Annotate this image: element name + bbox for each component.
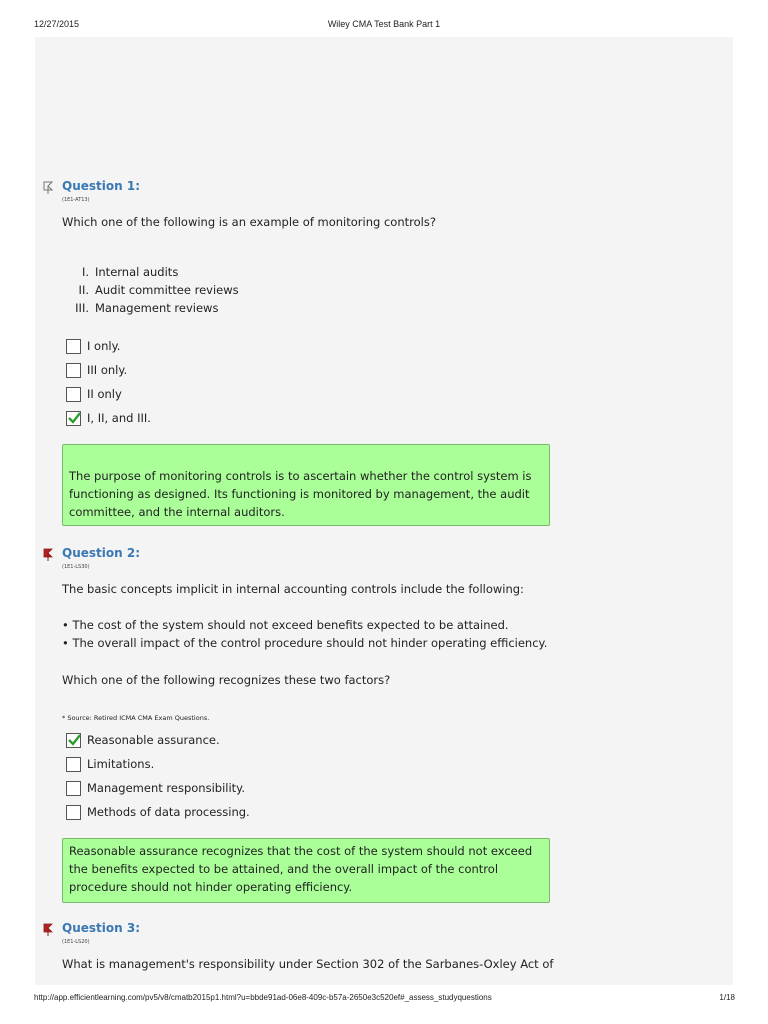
- question-1-list-item: [78, 283, 239, 297]
- checkbox[interactable]: [66, 805, 81, 820]
- question-1-list-item: [75, 301, 219, 315]
- question-2-prompt: The basic concepts implicit in internal accounting controls include the following:: [62, 582, 524, 596]
- option-label: Methods of data processing.: [87, 805, 250, 819]
- question-1-list-item: [81, 265, 179, 279]
- flag-red-icon[interactable]: [43, 547, 53, 561]
- checkbox-checked[interactable]: [66, 733, 81, 748]
- question-2-prompt-2: Which one of the following recognizes these two factors?: [62, 673, 391, 687]
- flag-outline-icon[interactable]: [43, 180, 53, 194]
- question-2-bullet: • The cost of the system should not exceed benefits expected to be attained.: [62, 618, 509, 632]
- question-2-bullet: • The overall impact of the control procedure should not hinder operating efficiency.: [62, 636, 548, 650]
- checkbox[interactable]: [66, 757, 81, 772]
- question-1-prompt: Which one of the following is an example of monitoring controls?: [62, 215, 436, 229]
- checkbox[interactable]: [66, 363, 81, 378]
- question-1-code: (1E1-AT13): [62, 197, 90, 203]
- print-url: http://app.efficientlearning.com/pv5/v8/cmatb2015p1.html?u=bbde91ad-06e8-409c-b57a-2650e3c520ef#_assess_studyquestions: [34, 993, 492, 1002]
- question-1-title: Question 1:: [62, 179, 140, 193]
- checkbox[interactable]: [66, 339, 81, 354]
- list-number: II.: [78, 283, 89, 297]
- checkbox[interactable]: [66, 781, 81, 796]
- option-label: Reasonable assurance.: [87, 733, 220, 747]
- option-label: Limitations.: [87, 757, 155, 771]
- checkmark-icon: [67, 733, 82, 748]
- question-3-code: (1E1-LS20): [62, 939, 90, 945]
- option-label: III only.: [87, 363, 128, 377]
- checkbox[interactable]: [66, 387, 81, 402]
- print-header: [0, 0, 768, 36]
- option-label: I only.: [87, 339, 121, 353]
- question-3-title: Question 3:: [62, 921, 140, 935]
- checkmark-icon: [67, 411, 82, 426]
- print-page-number: 1/18: [719, 993, 735, 1002]
- list-text: Management reviews: [95, 301, 219, 315]
- option-label: Management responsibility.: [87, 781, 245, 795]
- option-label: II only: [87, 387, 122, 401]
- question-2-explanation: Reasonable assurance recognizes that the cost of the system should not exceed the benefits expected to be attained, and the overall impact of the control procedure should not hinder operating efficiency.: [62, 838, 550, 903]
- print-title: Wiley CMA Test Bank Part 1: [327, 19, 441, 29]
- print-date: 12/27/2015: [34, 19, 80, 29]
- option-label: I, II, and III.: [87, 411, 151, 425]
- question-2-title: Question 2:: [62, 546, 140, 560]
- checkbox-checked[interactable]: [66, 411, 81, 426]
- list-text: Internal audits: [95, 265, 179, 279]
- question-1-explanation: The purpose of monitoring controls is to ascertain whether the control system is functioning as designed. Its functioning is monitored by management, the audit committee, and the internal auditors.: [62, 444, 550, 526]
- question-2-source: * Source: Retired ICMA CMA Exam Questions.: [62, 714, 210, 722]
- flag-red-icon[interactable]: [43, 922, 53, 936]
- list-number: I.: [81, 265, 89, 279]
- question-2-code: (1E1-LS30): [62, 564, 90, 570]
- list-number: III.: [75, 301, 89, 315]
- page-content: [35, 37, 733, 985]
- list-text: Audit committee reviews: [95, 283, 239, 297]
- question-3-prompt: What is management's responsibility under Section 302 of the Sarbanes-Oxley Act of: [62, 957, 554, 971]
